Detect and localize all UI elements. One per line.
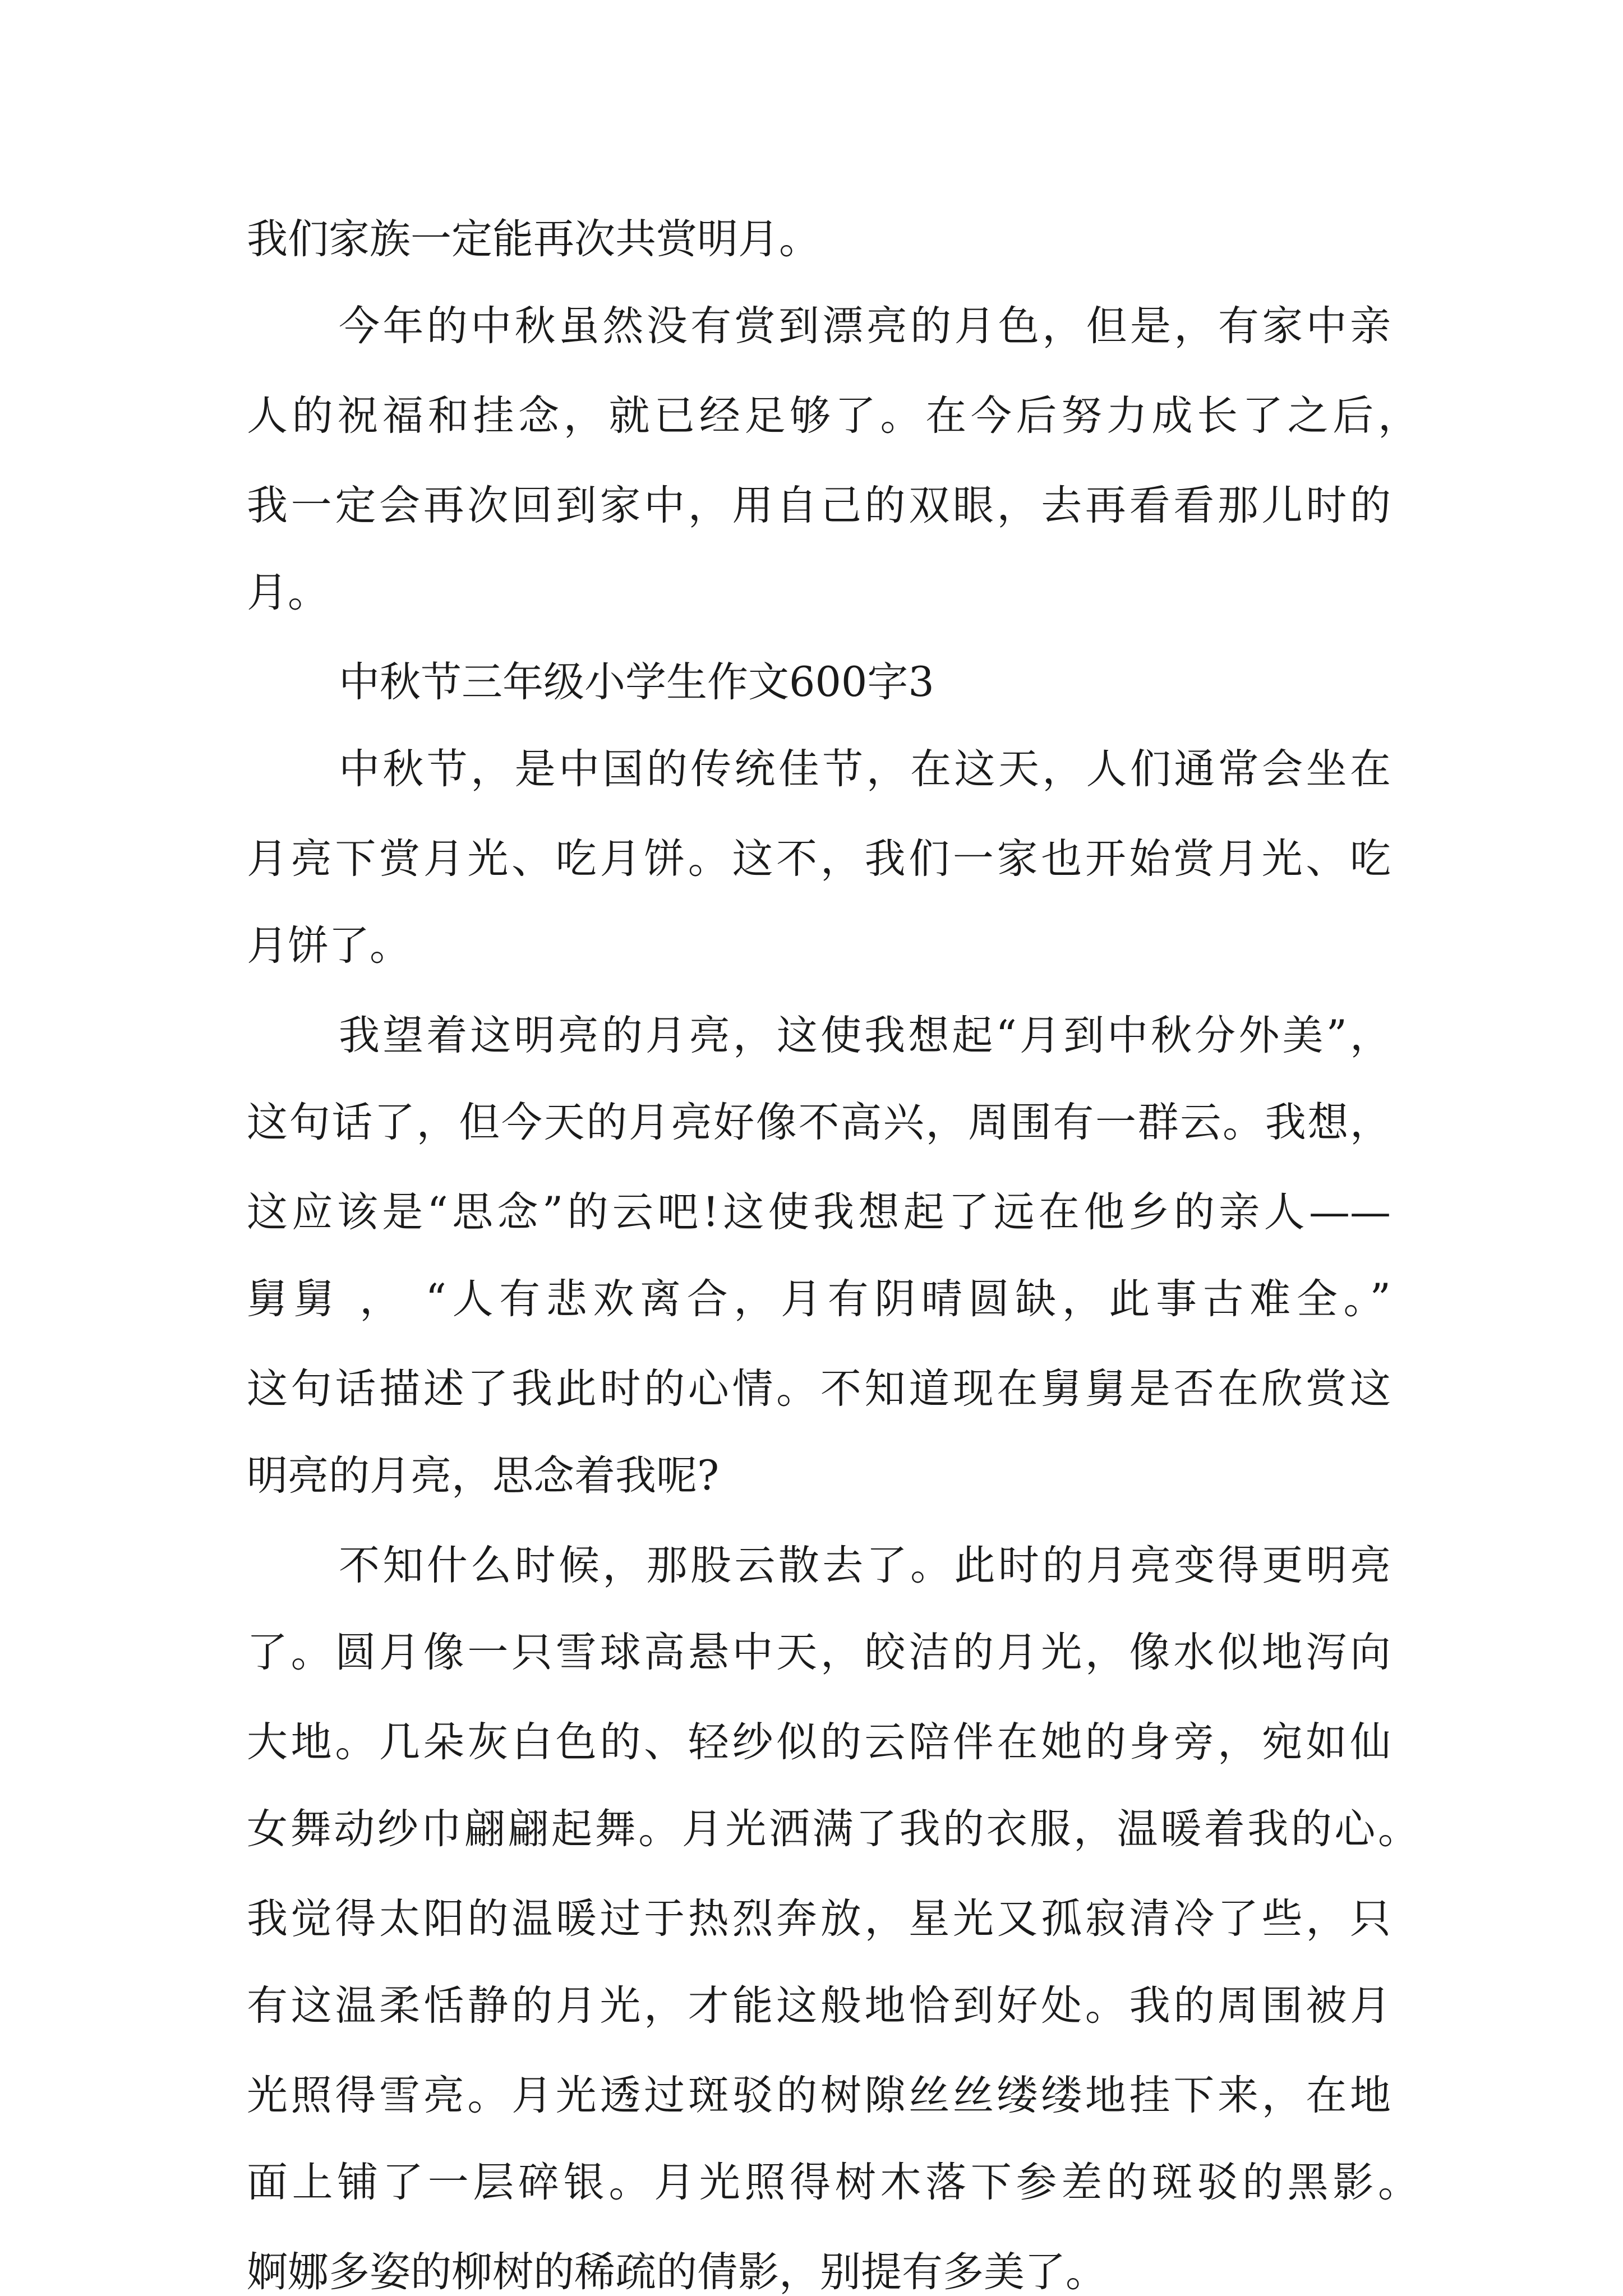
section-heading: 中秋节三年级小学生作文600字3	[339, 658, 934, 706]
paragraph-line: 光照得雪亮。月光透过斑驳的树隙丝丝缕缕地挂下来，在地	[247, 2072, 1391, 2119]
paragraph-line: 有这温柔恬静的月光，才能这般地恰到好处。我的周围被月	[247, 1982, 1391, 2030]
paragraph-line: 今年的中秋虽然没有赏到漂亮的月色，但是，有家中亲	[339, 302, 1391, 350]
paragraph-line: 大地。几朵灰白色的、轻纱似的云陪伴在她的身旁，宛如仙	[247, 1718, 1391, 1766]
paragraph-line: 明亮的月亮，思念着我呢?	[247, 1452, 720, 1500]
paragraph-line: 不知什么时候，那股云散去了。此时的月亮变得更明亮	[339, 1542, 1391, 1589]
paragraph-line: 月。	[247, 569, 329, 616]
paragraph-line: 我觉得太阳的温暖过于热烈奔放，星光又孤寂清冷了些，只	[247, 1895, 1391, 1943]
paragraph-line: 女舞动纱巾翩翩起舞。月光洒满了我的衣服，温暖着我的心。	[247, 1805, 1419, 1853]
paragraph-line: 这应该是“思念”的云吧!这使我想起了远在他乡的亲人——	[247, 1188, 1391, 1236]
paragraph-line: 我们家族一定能再次共赏明月。	[247, 215, 820, 263]
paragraph-line: 了。圆月像一只雪球高悬中天，皎洁的月光，像水似地泻向	[247, 1629, 1391, 1676]
paragraph-line: 这句话了，但今天的月亮好像不高兴，周围有一群云。我想，	[247, 1099, 1391, 1146]
paragraph-line: 月饼了。	[247, 922, 411, 970]
paragraph-line: 婀娜多姿的柳树的稀疏的倩影，别提有多美了。	[247, 2248, 1106, 2296]
paragraph-line: 中秋节，是中国的传统佳节，在这天，人们通常会坐在	[339, 745, 1391, 793]
paragraph-line: 这句话描述了我此时的心情。不知道现在舅舅是否在欣赏这	[247, 1365, 1391, 1413]
paragraph-line: 我一定会再次回到家中，用自己的双眼，去再看看那儿时的	[247, 482, 1391, 529]
paragraph-line: 人的祝福和挂念，就已经足够了。在今后努力成长了之后，	[247, 392, 1419, 440]
paragraph-line: 我望着这明亮的月亮，这使我想起“月到中秋分外美”，	[339, 1012, 1391, 1059]
paragraph-line: 面上铺了一层碎银。月光照得树木落下参差的斑驳的黑影。	[247, 2159, 1419, 2206]
paragraph-line: 舅舅 ， “人有悲欢离合，月有阴晴圆缺，此事古难全。”	[247, 1275, 1391, 1323]
paragraph-line: 月亮下赏月光、吃月饼。这不，我们一家也开始赏月光、吃	[247, 835, 1391, 883]
